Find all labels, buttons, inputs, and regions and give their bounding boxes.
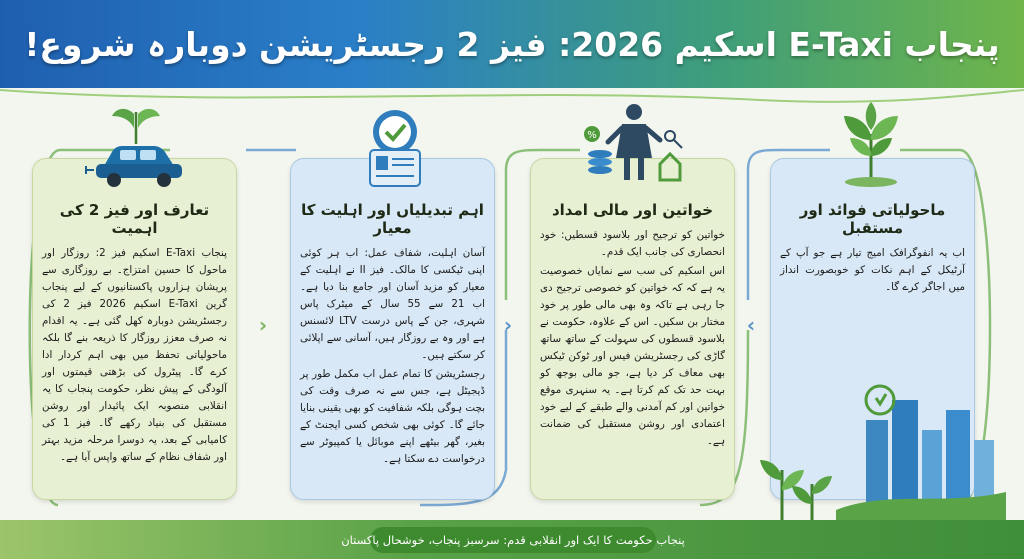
card-heading: خواتین اور مالی امداد bbox=[551, 201, 714, 219]
card-body: اب یہ انفوگرافک امیج تیار ہے جو آپ کے آرٹیکل کے اہم نکات کو خوبصورت انداز میں اجاگر کرے گا۔ bbox=[780, 247, 965, 293]
card-body: خواتین کو ترجیح اور بلاسود قسطیں: خود انحصاری کی جانب ایک قدم۔ bbox=[540, 229, 725, 258]
card-heading: تعارف اور فیز 2 کی اہمیت bbox=[59, 201, 210, 237]
page-title: پنجاب E-Taxi اسکیم 2026: فیز 2 رجسٹریشن دوبارہ شروع! bbox=[24, 24, 1000, 64]
plant-sprout-icon bbox=[816, 100, 926, 188]
svg-text:%: % bbox=[587, 130, 597, 141]
footer-tagline-text: پنجاب حکومت کا ایک اور انقلابی قدم: سرسبز پنجاب، خوشحال پاکستان bbox=[341, 533, 685, 547]
card-body: پنجاب E-Taxi اسکیم فیز 2: روزگار اور ماحول کا حسین امتزاج۔ بے روزگاری سے پریشان ہزاروں پاکستانیوں کے لیے پنجاب گرین E-Taxi اسکیم 2026 فیز 2 کی رجسٹریشن دوبارہ کھل گئی ہے۔ یہ اقدام نہ صرف معزز روزگار کا ذریعہ بنے گا بلکہ ماحولیاتی تحفظ میں بھی اہم کردار ادا کرے گا۔ پیٹرول کی بڑھتی قیمتوں اور آلودگی کے پیش نظر، حکومت پنجاب کا یہ انقلابی منصوبہ ایک پائیدار اور روشن مستقبل کی بنیاد رکھے گا۔ فیز 1 کی کامیابی کے بعد، یہ دوسرا مرحلہ مزید بہتر اور شفاف نظام کے ساتھ واپس آیا ہے۔ bbox=[42, 247, 227, 463]
card-heading: اہم تبدیلیاں اور اہلیت کا معیار bbox=[301, 201, 484, 237]
card-body-secondary: اس اسکیم کی سب سے نمایاں خصوصیت یہ ہے کہ کہ خواتین کو خصوصی ترجیح دی جا رہی ہے تاکہ وہ بھی مالی طور پر خود مختار بن سکیں۔ اس کے علاوہ، حکومت نے بلاسود قسطوں کی سہولت کے ساتھ ساتھ گاڑی کی رجسٹریشن فیس اور ٹوکن ٹیکس بھی معاف کر دیا ہے، جو مالی بوجھ کو بہت حد تک کم کرتا ہے۔ یہ سنہری موقع خواتین اور کم آمدنی والے طبقے کے لیے خود اعتمادی اور روشن مستقبل کی ضمانت ہے۔ bbox=[540, 265, 725, 447]
electric-car-icon bbox=[82, 104, 192, 192]
title-banner bbox=[0, 0, 1024, 88]
flow-arrow-icon: › bbox=[258, 313, 268, 337]
verified-certificate-icon bbox=[340, 104, 450, 192]
woman-finance-icon bbox=[578, 100, 688, 188]
card-eligibility bbox=[290, 158, 495, 500]
flow-arrow-icon: ‹ bbox=[746, 313, 756, 337]
card-introduction bbox=[32, 158, 237, 500]
footer-tagline bbox=[341, 527, 685, 553]
card-heading: ماحولیاتی فوائد اور مستقبل bbox=[799, 201, 946, 237]
card-body: آسان اہلیت، شفاف عمل: اب ہر کوئی اپنی ٹیکسی کا مالک۔ فیز II نے اہلیت کے معیار کو مزید آسان اور جامع بنا دیا ہے۔ اب 21 سے 55 سال کے میٹرک پاس شہری، جن کے پاس درست LTV لائسنس ہے اور وہ بے روزگار ہیں، آسانی سے اپلائی کر سکتے ہیں۔ bbox=[300, 247, 485, 361]
flow-arrow-icon: › bbox=[503, 313, 513, 337]
green-city-illustration bbox=[836, 380, 1006, 520]
card-body-secondary: رجسٹریشن کا تمام عمل اب مکمل طور پر ڈیجیٹل ہے، جس سے نہ صرف وقت کی بچت ہوگی بلکہ شفافیت کو بھی یقینی بنایا جائے گا۔ کوئی بھی شخص کسی ایجنٹ کے بغیر، گھر بیٹھے اپنے موبائل یا کمپیوٹر سے درخواست دے سکتا ہے۔ bbox=[300, 368, 485, 465]
card-women-finance bbox=[530, 158, 735, 500]
plants-illustration bbox=[752, 420, 842, 520]
